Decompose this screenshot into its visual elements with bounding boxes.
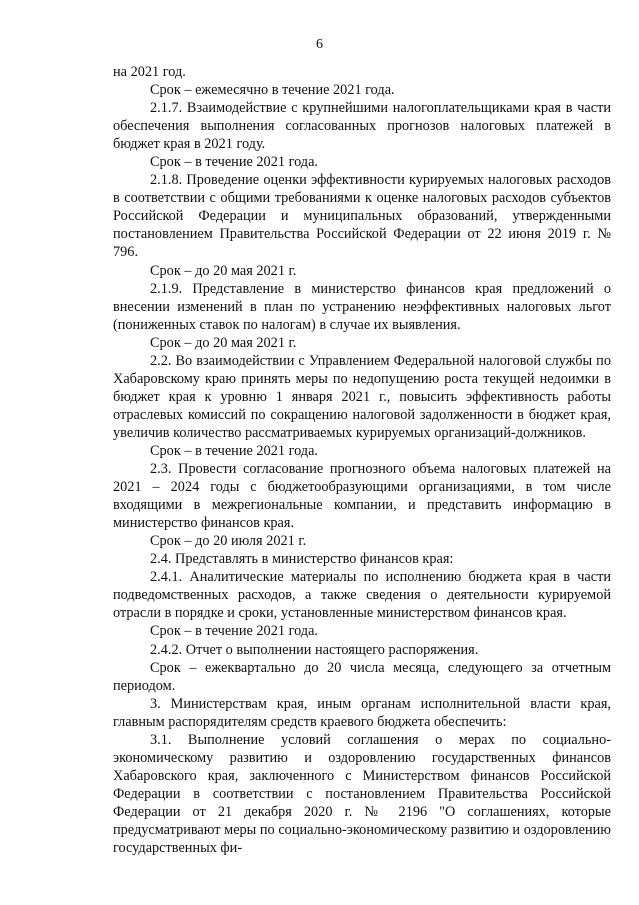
paragraph: Срок – до 20 мая 2021 г. <box>150 262 297 279</box>
page-number: 6 <box>316 37 323 52</box>
paragraph: Срок – в течение 2021 года. <box>150 442 319 459</box>
paragraph: 2.2. Во взаимодействии с Управлением Федеральной налоговой службы по Хабаровскому краю принять меры по недопущению роста текущей недоимки в бюджет края к уровню 1 января 2021 г., повысить эффективность работы отраслевых комиссий по сокращению налоговой задолженности в бюджет края, увеличив количество рассматриваемых курируемых организаций-должников. <box>113 352 611 441</box>
paragraph: Срок – до 20 июля 2021 г. <box>150 533 307 550</box>
paragraph: 3.1. Выполнение условий соглашения о мерах по социально-экономическому развитию и оздоровлению государственных финансов Хабаровского края, заключенного с Министерством финансов Российской Федерации в соответствии с постановлением Правительства Российской Федерации от 21 декабря 2020 г. № 2196 "О соглашениях, которые предусматривают меры по социально-экономическому развитию и оздоровлению государственных фи- <box>113 731 611 857</box>
document-body <box>113 63 611 857</box>
paragraph: 2.1.9. Представление в министерство финансов края предложений о внесении изменений в план по устранению неэффективных налоговых льгот (пониженных ставок по налогам) в случае их выявления. <box>113 280 611 333</box>
paragraph: 2.4.1. Аналитические материалы по исполнению бюджета края в части подведомственных расходов, а также сведения о деятельности курируемой отрасли в порядке и сроки, установленные министерством финансов края. <box>113 569 611 622</box>
paragraph: Срок – в течение 2021 года. <box>150 154 319 171</box>
paragraph: Срок – в течение 2021 года. <box>150 623 319 640</box>
paragraph: 2.4.2. Отчет о выполнении настоящего распоряжения. <box>150 641 479 658</box>
paragraph: 3. Министерствам края, иным органам исполнительной власти края, главным распорядителям средств краевого бюджета обеспечить: <box>113 695 611 730</box>
paragraph: 2.1.8. Проведение оценки эффективности курируемых налоговых расходов в соответствии с общими требованиями к оценке налоговых расходов субъектов Российской Федерации и муниципальных образований, утвержденными постановлением Правительства Российской Федерации от 22 июня 2019 г. № 796. <box>113 172 611 261</box>
paragraph: 2.3. Провести согласование прогнозного объема налоговых платежей на 2021 – 2024 годы с бюджетообразующими организациями, в том числе входящими в межрегиональные компании, и представить информацию в министерство финансов края. <box>113 461 611 532</box>
paragraph: Срок – ежемесячно в течение 2021 года. <box>150 82 395 99</box>
paragraph: на 2021 год. <box>113 64 186 80</box>
paragraph: Срок – до 20 мая 2021 г. <box>150 334 297 351</box>
paragraph: Срок – ежеквартально до 20 числа месяца, следующего за отчетным периодом. <box>113 659 611 694</box>
paragraph: 2.4. Представлять в министерство финансов края: <box>150 551 454 568</box>
paragraph: 2.1.7. Взаимодействие с крупнейшими налогоплательщиками края в части обеспечения выполнения согласованных прогнозов налоговых платежей в бюджет края в 2021 году. <box>113 100 611 153</box>
